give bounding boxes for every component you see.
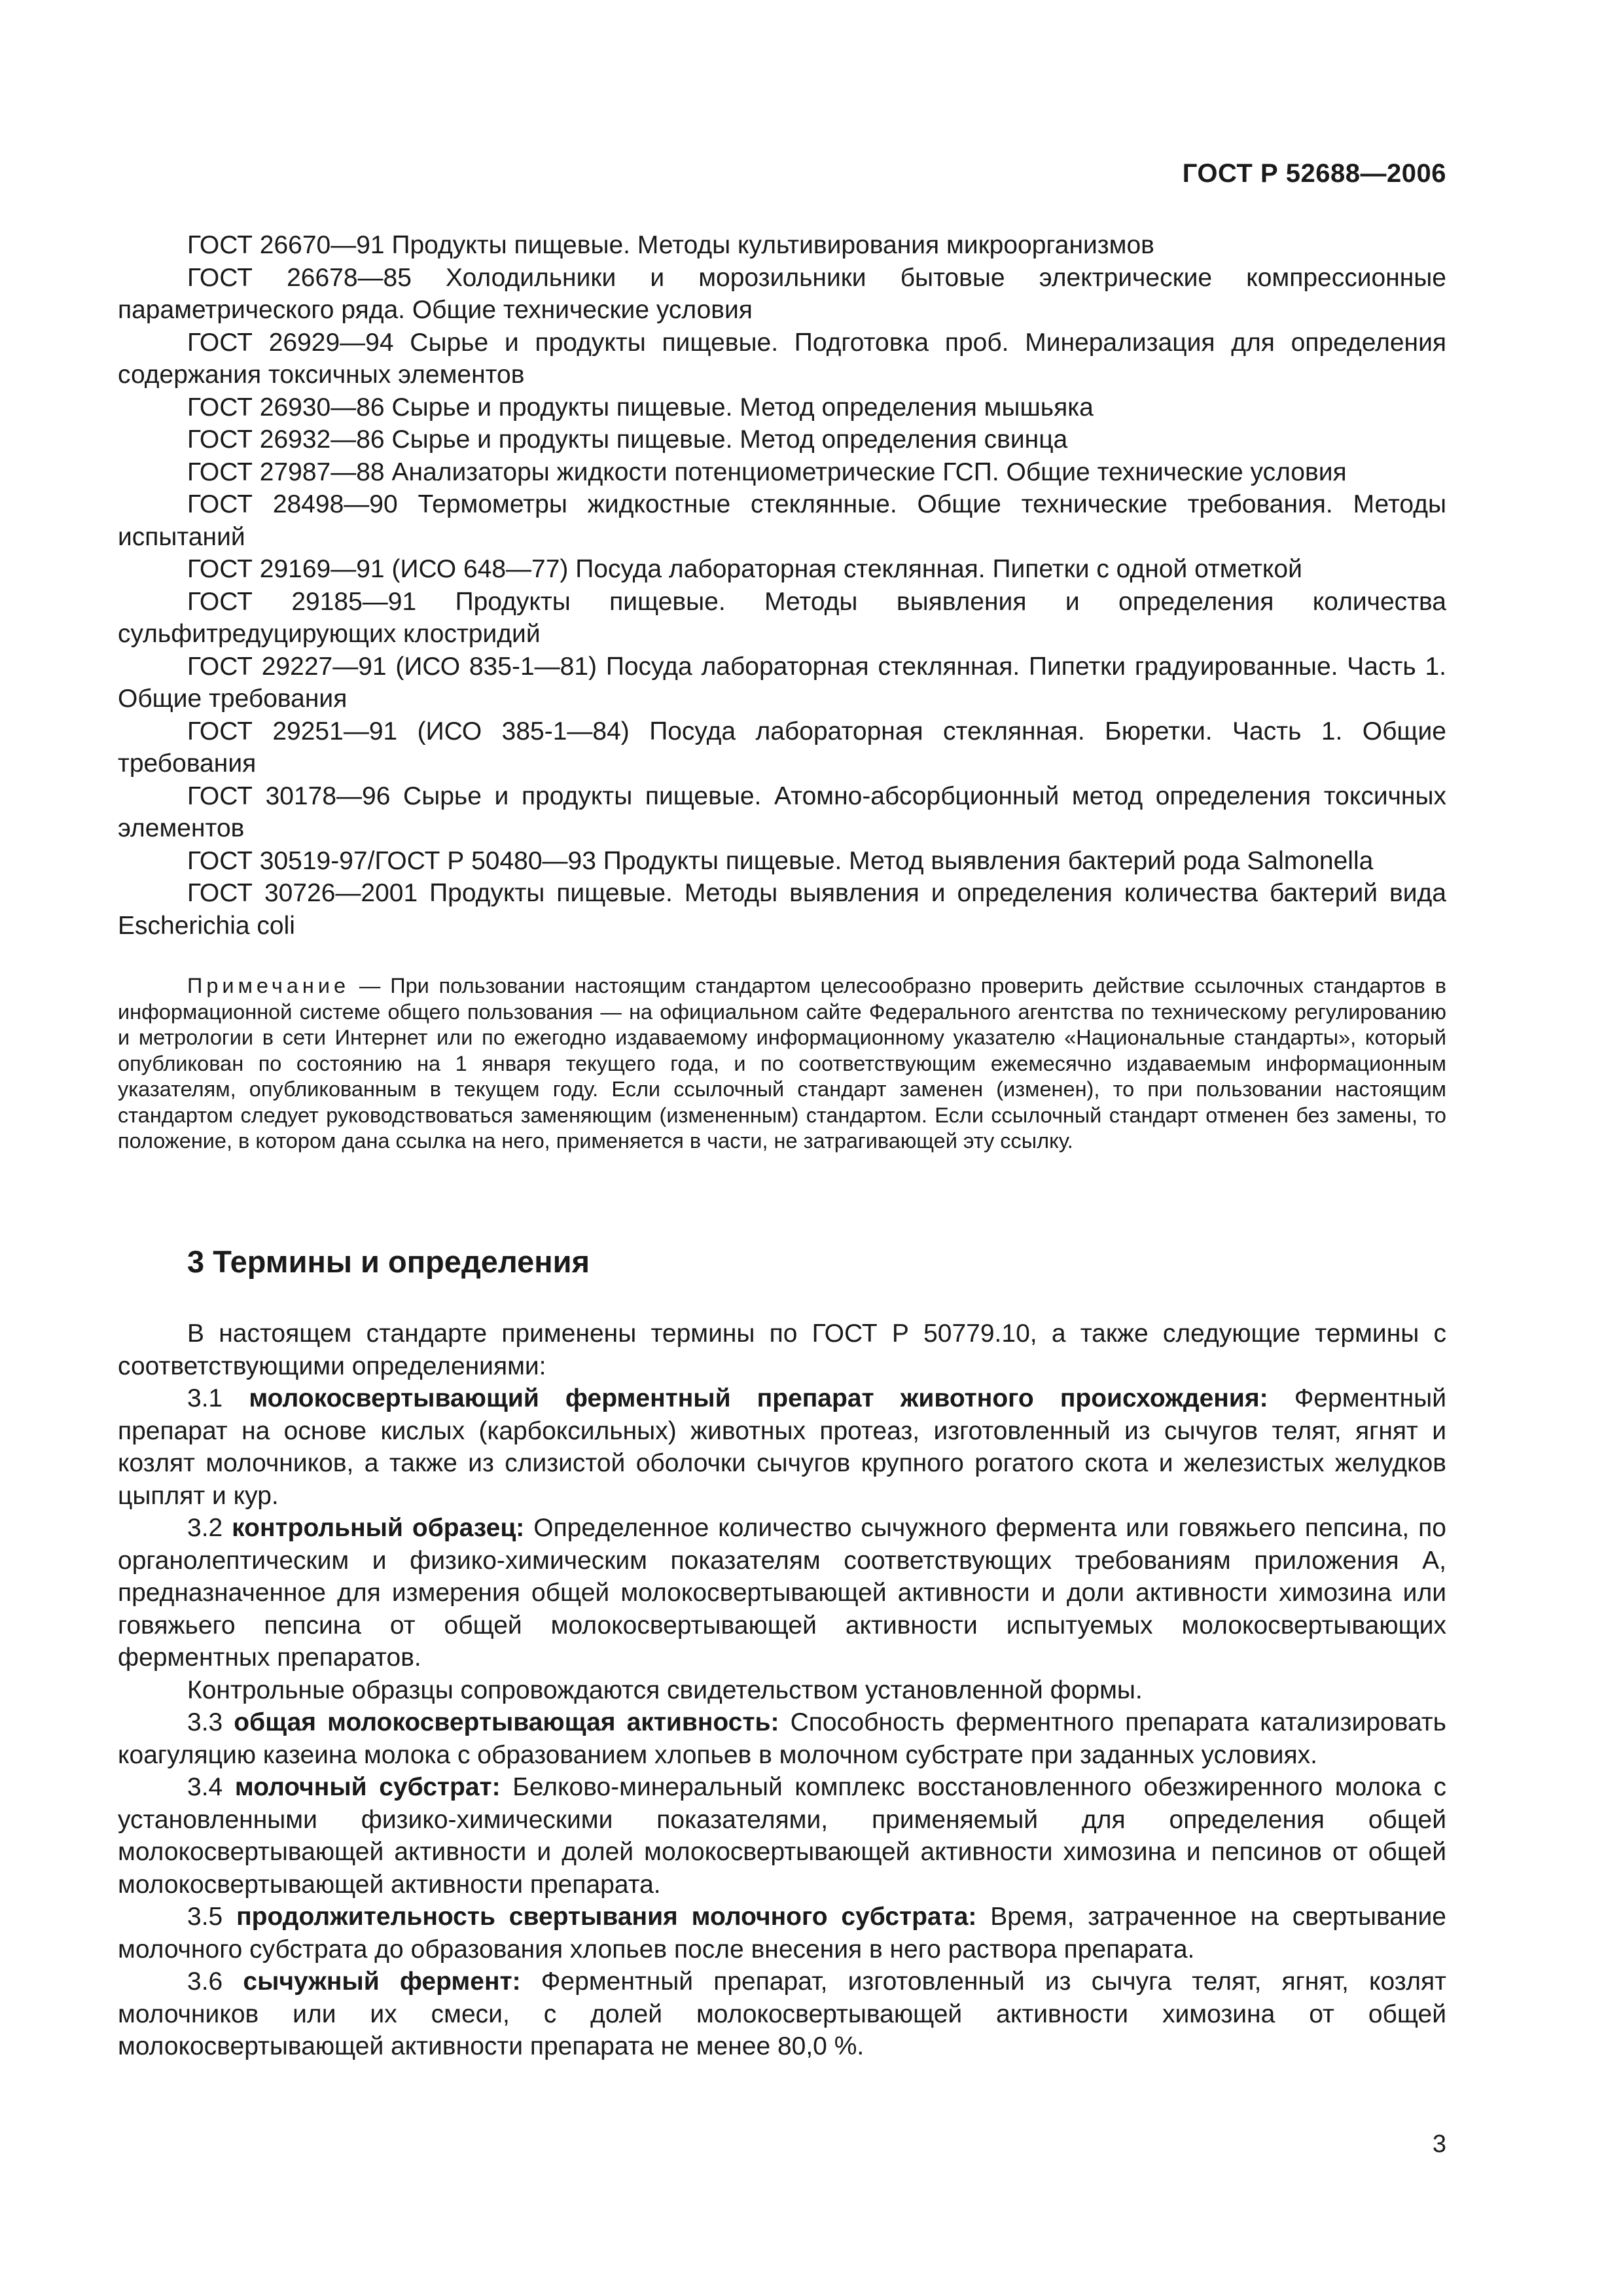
term-item	[118, 1965, 1446, 2063]
term-name: молокосвертывающий ферментный препарат животного происхождения:	[249, 1384, 1268, 1412]
reference-item: ГОСТ 26930—86 Сырье и продукты пищевые. Метод определения мышьяка	[187, 393, 1094, 422]
reference-item: ГОСТ 29169—91 (ИСО 648—77) Посуда лабораторная стеклянная. Пипетки с одной отметкой	[187, 555, 1302, 583]
reference-item: ГОСТ 29185—91 Продукты пищевые. Методы выявления и определения количества сульфитредуцирующих клостридий	[118, 587, 1446, 648]
term-number: 3.2	[187, 1514, 232, 1542]
term-item	[118, 1706, 1446, 1771]
reference-item: ГОСТ 26670—91 Продукты пищевые. Методы культивирования микроорганизмов	[187, 231, 1154, 259]
document-header: ГОСТ Р 52688—2006	[1182, 159, 1446, 188]
term-definition: Белково-минеральный комплекс восстановленного обезжиренного молока с установленными физико-химическими показателями, применяемый для определения общей молокосвертывающей активности и долей молокосвертывающей активности химозина и пепсинов от общей молокосвертывающей активности препарата.	[118, 1773, 1446, 1899]
term-number: 3.5	[187, 1903, 237, 1931]
term-definition: Способность ферментного препарата катализировать коагуляцию казеина молока с образованием хлопьев в молочном субстрате при заданных условиях.	[118, 1708, 1446, 1769]
note-label: Примечание	[187, 974, 350, 997]
term-definition: Время, затраченное на свертывание молочного субстрата до образования хлопьев после внесения в него раствора препарата.	[118, 1903, 1446, 1964]
term-item	[118, 1674, 1446, 1707]
reference-item: ГОСТ 26929—94 Сырье и продукты пищевые. Подготовка проб. Минерализация для определения содержания токсичных элементов	[118, 328, 1446, 389]
reference-item: ГОСТ 28498—90 Термометры жидкостные стеклянные. Общие технические требования. Методы испытаний	[118, 490, 1446, 551]
term-definition: Ферментный препарат на основе кислых (карбоксильных) животных протеаз, изготовленный из сычугов телят, ягнят и козлят молочников, а также из слизистой оболочки сычугов крупного рогатого скота и железистых желудков цыплят и кур.	[118, 1384, 1446, 1510]
reference-item: ГОСТ 29251—91 (ИСО 385-1—84) Посуда лабораторная стеклянная. Бюретки. Часть 1. Общие требования	[118, 717, 1446, 778]
note-text: — При пользовании настоящим стандартом целесообразно проверить действие ссылочных стандартов в информационной системе общего пользования — на официальном сайте Федерального агентства по техническому регулированию и метрологии в сети Интернет или по ежегодно издаваемому информационному указателю «Национальные стандарты», который опубликован по состоянию на 1 января текущего года, и по соответствующим ежемесячно издаваемым информационным указателям, опубликованным в текущем году. Если ссылочный стандарт заменен (изменен), то при пользовании настоящим стандартом следует руководствоваться заменяющим (измененным) стандартом. Если ссылочный стандарт отменен без замены, то положение, в котором дана ссылка на него, применяется в части, не затрагивающей эту ссылку.	[118, 974, 1446, 1153]
terms-section	[118, 1318, 1446, 2063]
term-definition: Контрольные образцы сопровождаются свидетельством установленной формы.	[187, 1676, 1143, 1704]
term-definition: Определенное количество сычужного фермента или говяжьего пепсина, по органолептическим и физико-химическим показателям соответствующих требованиям приложения А, предназначенное для измерения общей молокосвертывающей активности и доли активности химозина или говяжьего пепсина от общей молокосвертывающей активности испытуемых молокосвертывающих ферментных препаратов.	[118, 1514, 1446, 1672]
note-paragraph	[118, 973, 1446, 1155]
page-number: 3	[1432, 2130, 1446, 2158]
term-item	[118, 1512, 1446, 1674]
term-definition: Ферментный препарат, изготовленный из сычуга телят, ягнят, козлят молочников или их смеси, с долей молокосвертывающей активности химозина от общей молокосвертывающей активности препарата не менее 80,0 %.	[118, 1967, 1446, 2060]
note-block	[118, 973, 1446, 1155]
term-item	[118, 1771, 1446, 1901]
term-item	[118, 1382, 1446, 1512]
term-number: 3.3	[187, 1708, 234, 1736]
term-name: продолжительность свертывания молочного субстрата:	[236, 1903, 977, 1931]
term-name: контрольный образец:	[232, 1514, 525, 1542]
term-item	[118, 1901, 1446, 1965]
term-number: 3.4	[187, 1773, 235, 1801]
section-intro: В настоящем стандарте применены термины по ГОСТ Р 50779.10, а также следующие термины с соответствующими определениями:	[118, 1319, 1446, 1380]
term-name: общая молокосвертывающая активность:	[234, 1708, 779, 1736]
term-name: сычужный фермент:	[243, 1967, 521, 1996]
reference-item: ГОСТ 27987—88 Анализаторы жидкости потенциометрические ГСП. Общие технические условия	[187, 457, 1347, 486]
term-name: молочный субстрат:	[234, 1773, 501, 1801]
reference-item: ГОСТ 30519-97/ГОСТ Р 50480—93 Продукты пищевые. Метод выявления бактерий рода Salmonella	[187, 846, 1374, 875]
reference-item: ГОСТ 30178—96 Сырье и продукты пищевые. Атомно-абсорбционный метод определения токсичных элементов	[118, 781, 1446, 842]
reference-item: ГОСТ 30726—2001 Продукты пищевые. Методы выявления и определения количества бактерий вида Escherichia coli	[118, 879, 1446, 940]
reference-item: ГОСТ 26932—86 Сырье и продукты пищевые. Метод определения свинца	[187, 425, 1068, 454]
reference-item: ГОСТ 26678—85 Холодильники и морозильники бытовые электрические компрессионные параметрического ряда. Общие технические условия	[118, 263, 1446, 324]
term-number: 3.1	[187, 1384, 249, 1412]
section-title: 3 Термины и определения	[187, 1244, 590, 1279]
reference-item: ГОСТ 29227—91 (ИСО 835-1—81) Посуда лабораторная стеклянная. Пипетки градуированные. Часть 1. Общие требования	[118, 652, 1446, 713]
reference-list	[118, 229, 1446, 942]
term-number: 3.6	[187, 1967, 243, 1996]
